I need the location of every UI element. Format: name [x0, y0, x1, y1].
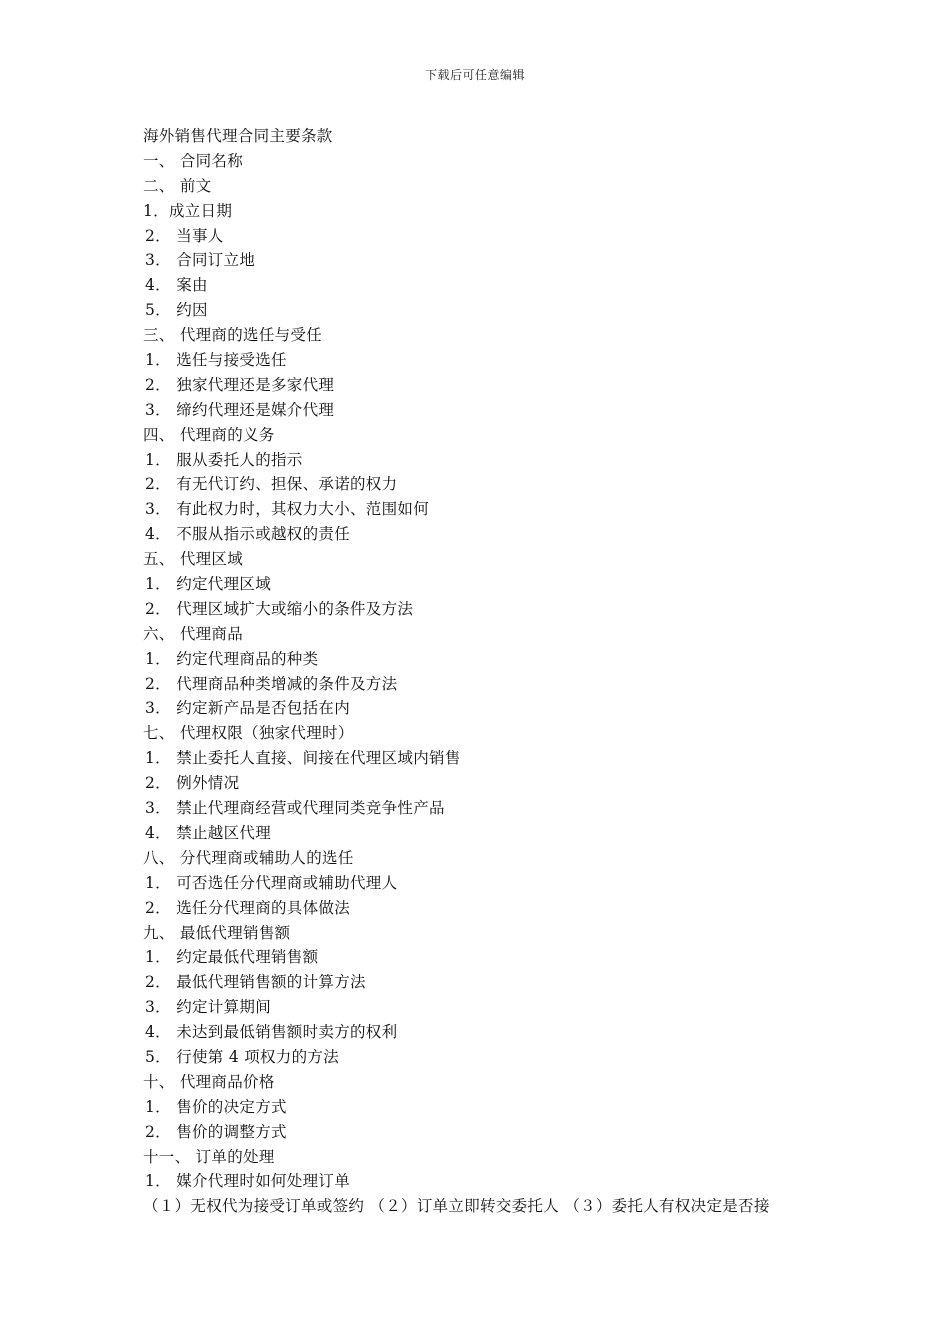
- document-line: 3． 有此权力时，其权力大小、范围如何: [145, 500, 429, 519]
- document-line: 2． 最低代理销售额的计算方法: [145, 973, 366, 992]
- document-body: [143, 124, 843, 1219]
- document-line: 3． 缔约代理还是媒介代理: [145, 400, 335, 419]
- document-line: 3． 禁止代理商经营或代理同类竞争性产品: [145, 799, 445, 818]
- document-line: 5． 行使第 4 项权力的方法: [145, 1047, 340, 1066]
- document-line: 海外销售代理合同主要条款: [143, 127, 333, 145]
- document-line: 七、 代理权限（独家代理时）: [143, 724, 354, 743]
- document-line: 2． 例外情况: [145, 774, 240, 793]
- document-line: 1． 约定代理区域: [145, 575, 271, 594]
- document-line: 4． 未达到最低销售额时卖方的权利: [145, 1023, 398, 1042]
- document-line: 2． 选任分代理商的具体做法: [145, 898, 350, 917]
- document-line: 八、 分代理商或辅助人的选任: [143, 848, 354, 867]
- document-line: 1． 约定最低代理销售额: [145, 948, 319, 967]
- document-line: 九、 最低代理销售额: [143, 923, 291, 942]
- document-line: 1． 选任与接受选任: [145, 351, 287, 370]
- document-line: 六、 代理商品: [143, 624, 244, 643]
- page-header: 下载后可任意编辑: [424, 68, 525, 82]
- document-line: 1． 媒介代理时如何处理订单: [145, 1172, 350, 1191]
- document-line: 十一、 订单的处理: [143, 1147, 275, 1166]
- document-line: 5． 约因: [145, 301, 208, 320]
- document-line: 4． 案由: [145, 276, 208, 295]
- document-line: 3． 约定新产品是否包括在内: [145, 699, 350, 718]
- document-line: 2． 代理区域扩大或缩小的条件及方法: [145, 599, 414, 618]
- document-line: 1． 可否选任分代理商或辅助代理人: [145, 873, 398, 892]
- document-line: 十、 代理商品价格: [143, 1072, 275, 1091]
- document-line: 3． 约定计算期间: [145, 998, 271, 1017]
- document-line: （１）无权代为接受订单或签约 （２）订单立即转交委托人 （３）委托人有权决定是否接: [143, 1197, 770, 1216]
- document-line: 三、 代理商的选任与受任: [143, 326, 323, 345]
- document-line: 4． 禁止越区代理: [145, 823, 271, 842]
- document-line: 二、 前文: [143, 176, 212, 195]
- document-line: 2． 售价的调整方式: [145, 1122, 287, 1141]
- document-line: 一、 合同名称: [143, 151, 244, 170]
- document-line: 2． 有无代订约、担保、承诺的权力: [145, 475, 398, 494]
- document-line: 1． 服从委托人的指示: [145, 450, 303, 469]
- document-line: 1．成立日期: [143, 201, 233, 220]
- document-line: 4． 不服从指示或越权的责任: [145, 525, 350, 544]
- document-line: 3． 合同订立地: [145, 251, 256, 270]
- document-line: 1． 售价的决定方式: [145, 1097, 287, 1116]
- document-line: 2． 代理商品种类增减的条件及方法: [145, 674, 398, 693]
- document-line: 2． 当事人: [145, 226, 224, 245]
- document-line: 1． 约定代理商品的种类: [145, 649, 319, 668]
- document-line: 1． 禁止委托人直接、间接在代理区域内销售: [145, 749, 461, 768]
- document-line: 五、 代理区域: [143, 550, 244, 569]
- document-line: 四、 代理商的义务: [143, 425, 275, 444]
- document-line: 2． 独家代理还是多家代理: [145, 375, 335, 394]
